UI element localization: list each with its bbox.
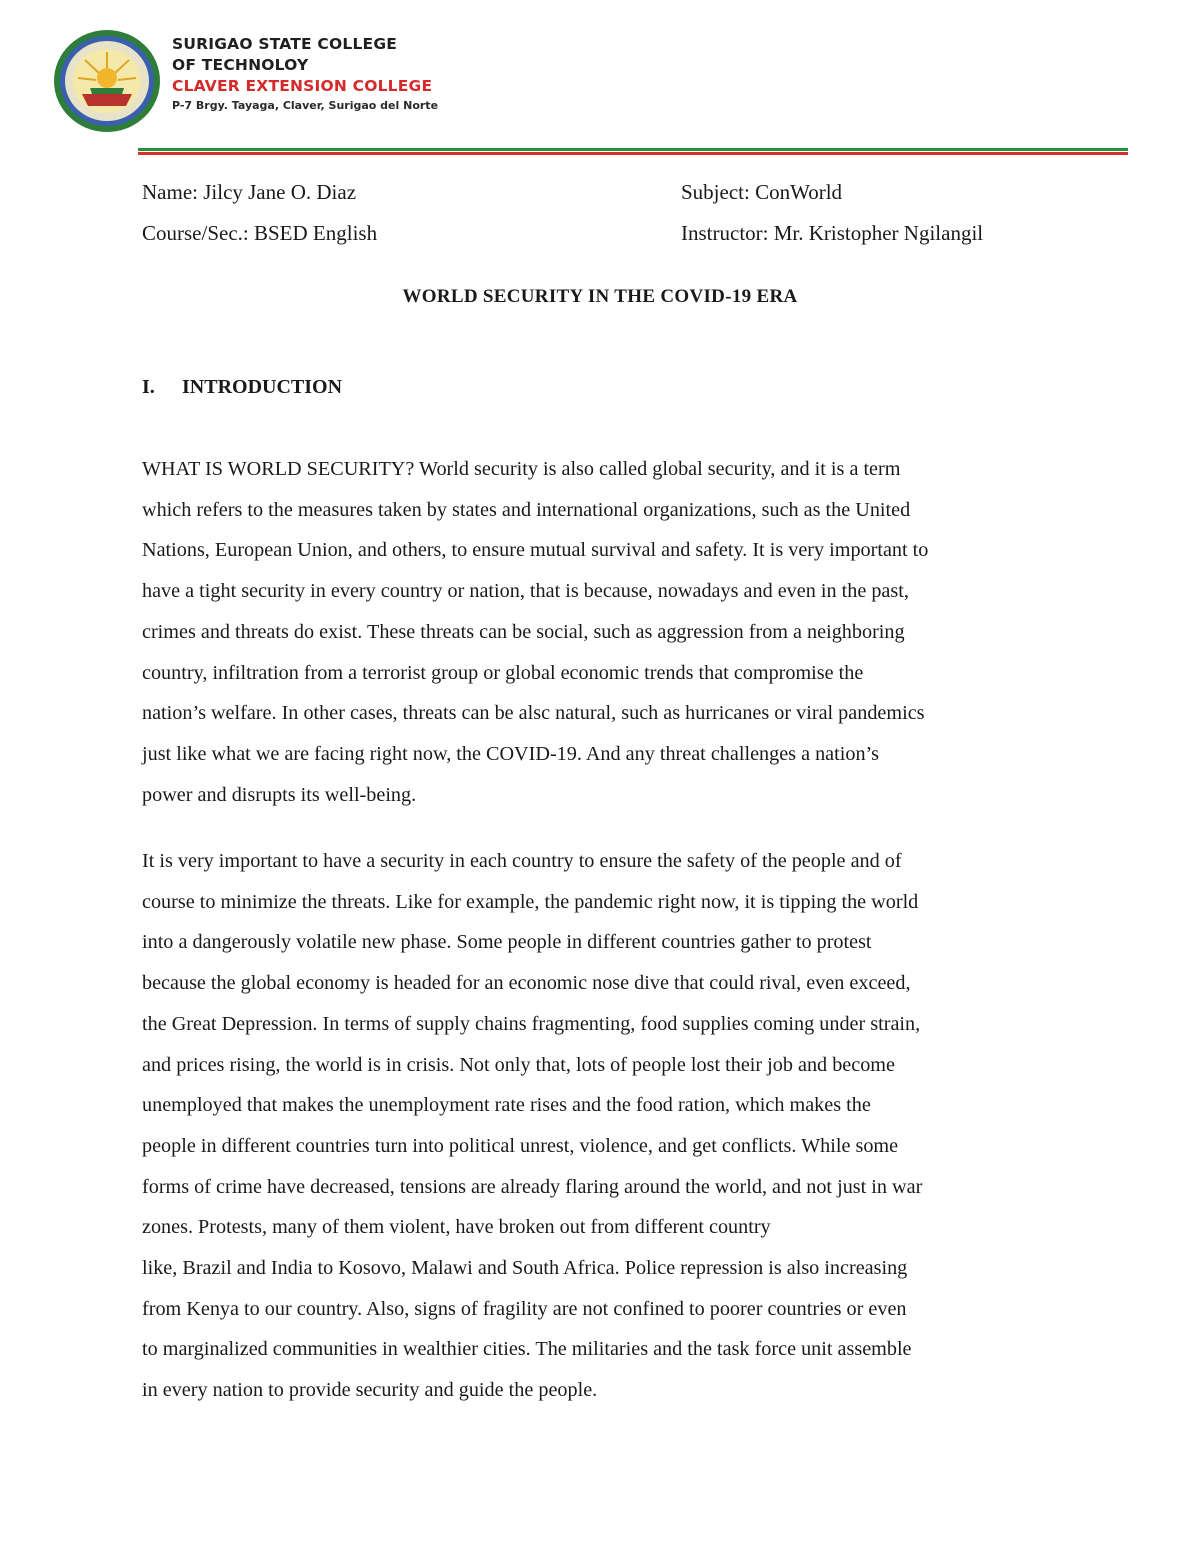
document-title: WORLD SECURITY IN THE COVID-19 ERA xyxy=(402,286,798,307)
letterhead xyxy=(48,24,1088,139)
paragraph-line: have a tight security in every country or nation, that is because, nowadays and even in the past, xyxy=(142,580,909,603)
college-name-block xyxy=(172,34,438,115)
paragraph-line: unemployed that makes the unemployment rate rises and the food ration, which makes the xyxy=(142,1094,871,1117)
paragraph-line: It is very important to have a security in each country to ensure the safety of the people and of xyxy=(142,850,902,872)
student-name: Name: Jilcy Jane O. Diaz xyxy=(142,180,357,204)
paragraph-line: in every nation to provide security and guide the people. xyxy=(142,1379,598,1402)
paragraph-line: power and disrupts its well-being. xyxy=(142,783,417,806)
paragraph-line: and prices rising, the world is in crisis. Not only that, lots of people lost their job and become xyxy=(142,1053,895,1076)
paragraph-line: just like what we are facing right now, the COVID-19. And any threat challenges a nation’s xyxy=(142,742,880,765)
section-title: INTRODUCTION xyxy=(182,376,343,398)
college-seal-logo xyxy=(52,28,162,134)
paragraph-line: WHAT IS WORLD SECURITY? World security is also called global security, and it is a term xyxy=(142,458,901,480)
paragraph-line: because the global economy is headed for an economic nose dive that could rival, even exceed, xyxy=(142,972,911,995)
paragraph-line: country, infiltration from a terrorist group or global economic trends that compromise the xyxy=(142,661,864,684)
paragraph-line: from Kenya to our country. Also, signs of fragility are not confined to poorer countries or even xyxy=(142,1297,907,1320)
paragraph-line: which refers to the measures taken by states and international organizations, such as the United xyxy=(142,498,911,521)
paragraph-line: into a dangerously volatile new phase. Some people in different countries gather to protest xyxy=(142,931,872,954)
paragraph-line: forms of crime have decreased, tensions are already flaring around the world, and not just in war xyxy=(142,1175,923,1198)
subject-field: Subject: ConWorld xyxy=(681,180,843,204)
header-rule-green xyxy=(138,148,1128,151)
extension-college-name: CLAVER EXTENSION COLLEGE xyxy=(172,77,433,95)
paragraph-line: nation’s welfare. In other cases, threats can be alsc natural, such as hurricanes or viral pandemics xyxy=(142,702,925,725)
college-name-line2: OF TECHNOLOY xyxy=(172,56,309,74)
paragraph-line: crimes and threats do exist. These threats can be social, such as aggression from a neighboring xyxy=(142,620,905,643)
paragraph-world-security xyxy=(142,449,1102,815)
college-address: P-7 Brgy. Tayaga, Claver, Surigao del Norte xyxy=(172,99,439,112)
paragraph-line: Nations, European Union, and others, to ensure mutual survival and safety. It is very important to xyxy=(142,539,929,562)
section-number: I. xyxy=(142,376,155,398)
college-name-line1: SURIGAO STATE COLLEGE xyxy=(172,35,398,53)
paragraph-line: the Great Depression. In terms of supply chains fragmenting, food supplies coming under strain, xyxy=(142,1012,921,1035)
paragraph-line: people in different countries turn into political unrest, violence, and get conflicts. While some xyxy=(142,1134,899,1157)
paragraph-line: to marginalized communities in wealthier cities. The militaries and the task force unit assemble xyxy=(142,1338,912,1361)
instructor-field: Instructor: Mr. Kristopher Ngilangil xyxy=(681,221,984,245)
paragraph-line: like, Brazil and India to Kosovo, Malawi and South Africa. Police repression is also increasing xyxy=(142,1257,908,1280)
header-rule-red xyxy=(138,152,1128,155)
paragraph-security-importance xyxy=(142,841,1102,1411)
section-heading xyxy=(142,376,342,399)
paragraph-line: course to minimize the threats. Like for example, the pandemic right now, it is tipping the world xyxy=(142,890,919,913)
paragraph-line: zones. Protests, many of them violent, have broken out from different country xyxy=(142,1216,771,1239)
course-section: Course/Sec.: BSED English xyxy=(142,221,378,245)
